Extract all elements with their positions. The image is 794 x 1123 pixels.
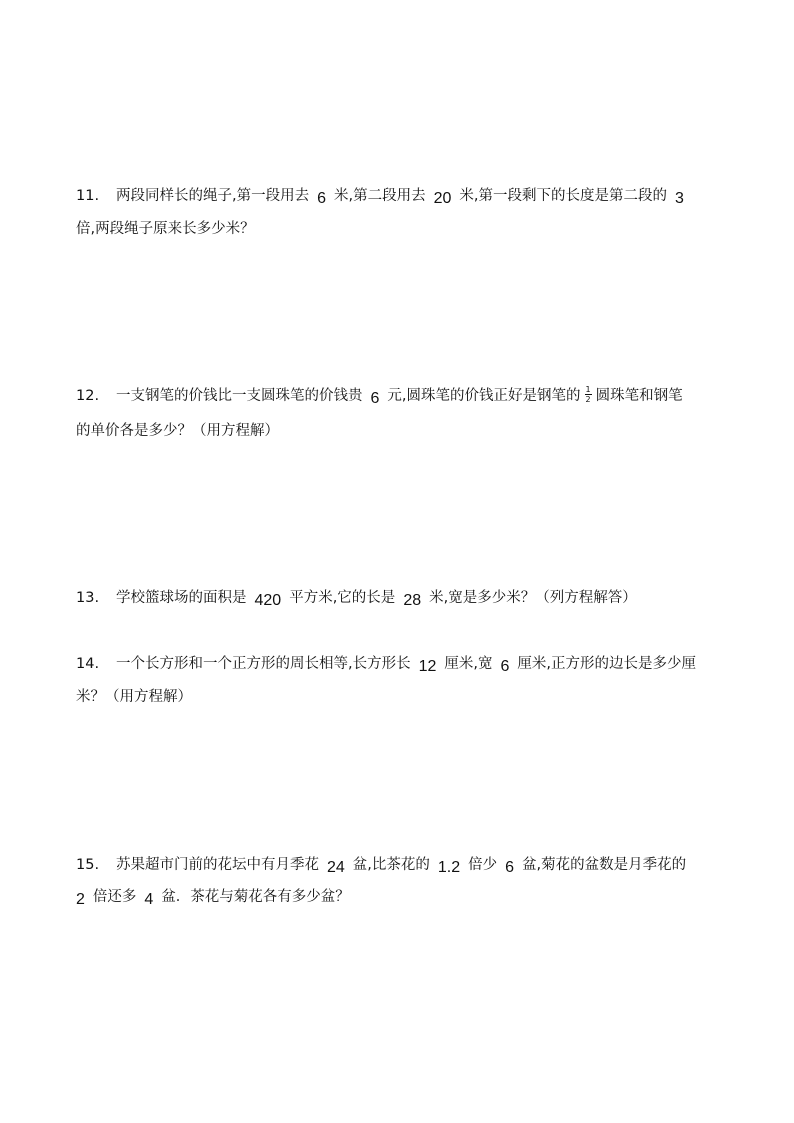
text: 两段同样长的绳子,第一段用去 [116,188,310,204]
question-number: 13. [76,590,100,606]
question-number: 11. [76,188,100,204]
number-value: 28 [403,592,422,609]
question-14-line-1 [76,652,696,673]
number-value: 4 [144,891,154,908]
number-value: 6 [505,859,515,876]
number-value: 20 [433,190,452,207]
text: 学校篮球场的面积是 [116,590,247,606]
text: 苏果超市门前的花坛中有月季花 [116,857,319,873]
text: 米,宽是多少米？（列方程解答） [429,590,637,606]
number-value: 420 [254,592,282,609]
number-value: 2 [76,891,85,908]
fraction-one-half [585,385,592,404]
text: 厘米,宽 [444,656,493,672]
question-number: 12. [76,388,100,404]
text: 米,第二段用去 [334,188,426,204]
text: 一支钢笔的价钱比一支圆珠笔的价钱贵 [116,388,363,404]
question-15-line-2 [76,885,350,906]
number-value: 12 [418,658,437,675]
text: 盆．茶花与菊花各有多少盆？ [161,889,350,905]
number-value: 1.2 [437,859,461,876]
text: 厘米,正方形的边长是多少厘 [517,656,697,672]
text: 平方米,它的长是 [289,590,396,606]
question-number: 15. [76,857,100,873]
text: 盆,菊花的盆数是月季花的 [522,857,687,873]
number-value: 6 [370,390,380,407]
number-value: 3 [675,190,684,207]
fraction-denominator: 2 [585,394,591,404]
question-15-line-1 [76,853,686,874]
question-12-line-2: 的单价各是多少？（用方程解） [76,423,279,439]
text: 圆珠笔和钢笔 [595,388,683,404]
number-value: 24 [327,859,345,876]
question-12-line-1 [76,384,683,406]
text: 米,第一段剩下的长度是第二段的 [459,188,668,204]
text: 倍少 [468,857,498,873]
text: 一个长方形和一个正方形的周长相等,长方形长 [116,656,411,672]
question-14-line-2: 米？（用方程解） [76,689,192,705]
text: 盆,比茶花的 [352,857,430,873]
number-value: 6 [317,190,327,207]
text: 元,圆珠笔的价钱正好是钢笔的 [387,388,581,404]
number-value: 6 [500,658,510,675]
text: 倍还多 [92,889,137,905]
question-number: 14. [76,656,100,672]
question-11-line-2: 倍,两段绳子原来长多少米？ [76,221,255,237]
question-13-line-1 [76,586,637,607]
question-11-line-1 [76,184,692,205]
fraction-numerator: 1 [585,384,591,394]
